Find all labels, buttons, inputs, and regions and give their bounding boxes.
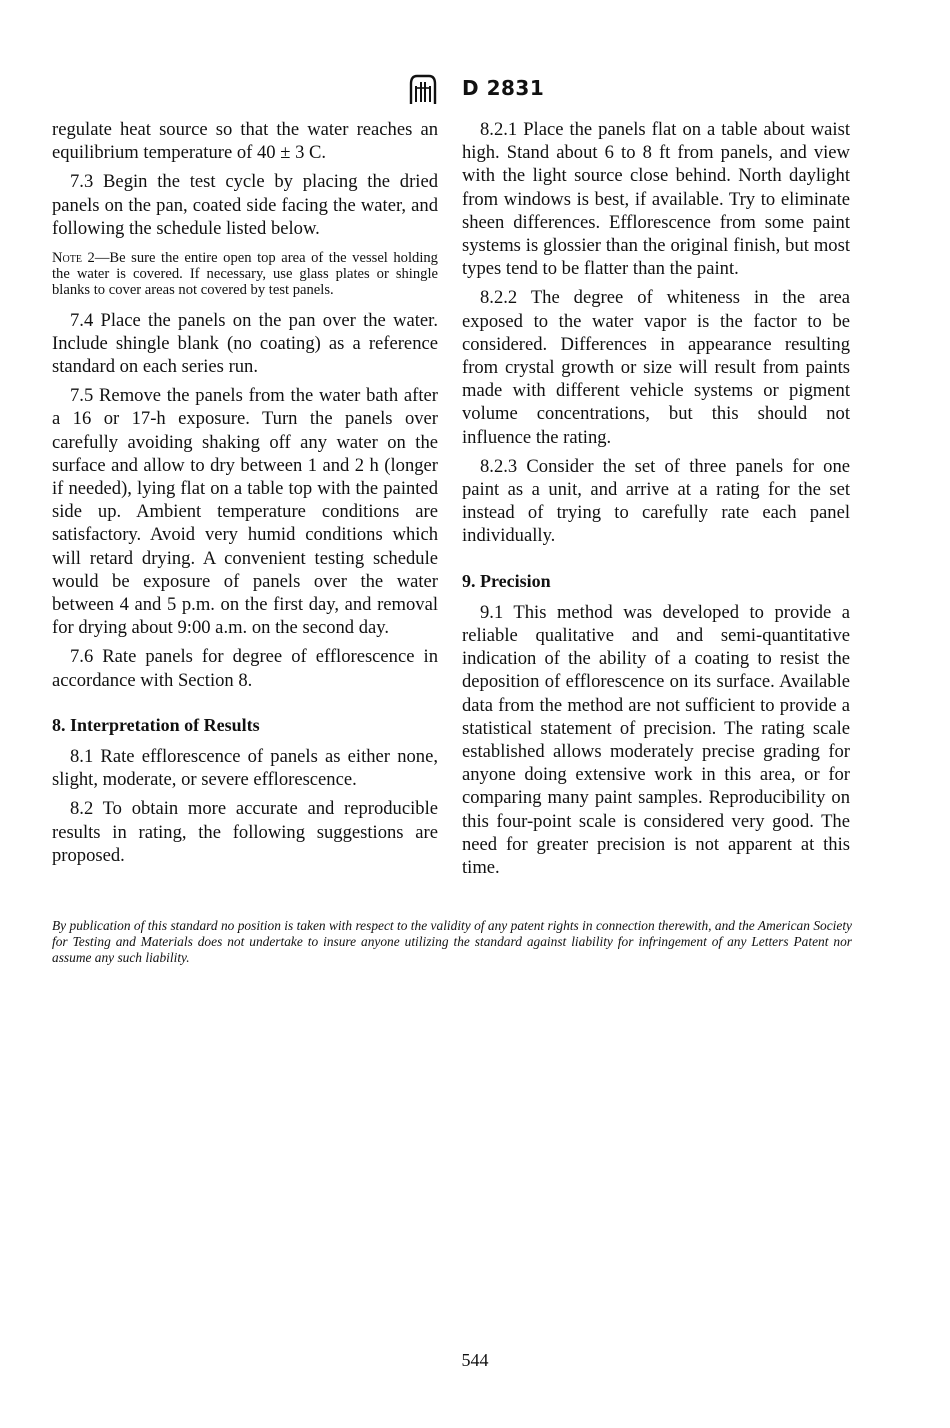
paragraph-8-2-3: 8.2.3 Consider the set of three panels for one paint as a unit, and arrive at a rating for the set instead of trying to carefully rate each panel individually. [462,455,850,547]
paragraph-7-3: 7.3 Begin the test cycle by placing the dried panels on the pan, coated side facing the water, and following the schedule listed below. [52,171,438,239]
paragraph: regulate heat source so that the water reaches an equilibrium temperature of 40 ± 3 C. [52,119,438,164]
paragraph-8-1: 8.1 Rate efflorescence of panels as either none, slight, moderate, or severe efflorescence. [52,746,438,791]
note-label: Note 2 [52,250,95,267]
standard-designation: D 2831 [462,76,545,100]
section-8-heading: 8. Interpretation of Results [52,714,260,735]
left-column [52,118,438,873]
paragraph-7-5: 7.5 Remove the panels from the water bath after a 16 or 17-h exposure. Turn the panels over carefully avoiding shaking off any water on the surface and allow to dry between 1 and 2 h (longer if needed), lying flat on a table top with the painted side up. Ambient temperature conditions are satisfactory. Avoid very humid conditions which will retard drying. A convenient testing schedule would be exposure of panels over the water between 4 and 5 p.m. on the first day, and removal for drying about 9:00 a.m. on the second day. [52,385,438,639]
section-9-heading: 9. Precision [462,570,551,591]
astm-logo-icon [408,74,438,106]
page-number: 544 [461,1350,489,1370]
paragraph-9-1: 9.1 This method was developed to provide a reliable qualitative and and semi-quantitative indication of the ability of a coating to resist the deposition of efflorescence on its surface. Available data from the method are not sufficient to provide a statistical statement of precision. The rating scale established allows moderately precise grading for anyone doing extensive work in this area, or for comparing many paint samples. Reproducibility on this four-point scale is considered very good. The need for greater precision is not apparent at this time. [462,601,850,879]
note-text: —Be sure the entire open top area of the vessel holding the water is covered. If necessary, use glass plates or shingle blanks to cover areas not covered by test panels. [52,250,438,299]
page-header [0,70,950,110]
right-column [462,118,850,885]
note-2 [52,250,438,299]
paragraph-7-6: 7.6 Rate panels for degree of efflorescence in accordance with Section 8. [52,646,438,691]
paragraph-8-2-2: 8.2.2 The degree of whiteness in the area exposed to the water vapor is the factor to be considered. Differences in appearance resulting from crystal growth or size will result from paints made with different vehicle systems or pigment volume concentrations, but this should not influence the rating. [462,287,850,448]
patent-footnote: By publication of this standard no position is taken with respect to the validity of any patent rights in connection therewith, and the American Society for Testing and Materials does not undertake to insure anyone utilizing the standard against liability for infringement of any Letters Patent nor assume any such liability. [52,918,852,965]
paragraph-7-4: 7.4 Place the panels on the pan over the water. Include shingle blank (no coating) as a reference standard on each series run. [52,309,438,378]
paragraph-8-2: 8.2 To obtain more accurate and reproducible results in rating, the following suggestions are proposed. [52,798,438,866]
paragraph-8-2-1: 8.2.1 Place the panels flat on a table about waist high. Stand about 6 to 8 ft from panels, and view with the light source close behind. North daylight from windows is best, if available. Try to eliminate sheen differences. Efflorescence from some paint systems is glossier than the original finish, but most types tend to be flatter than the paint. [462,119,850,280]
